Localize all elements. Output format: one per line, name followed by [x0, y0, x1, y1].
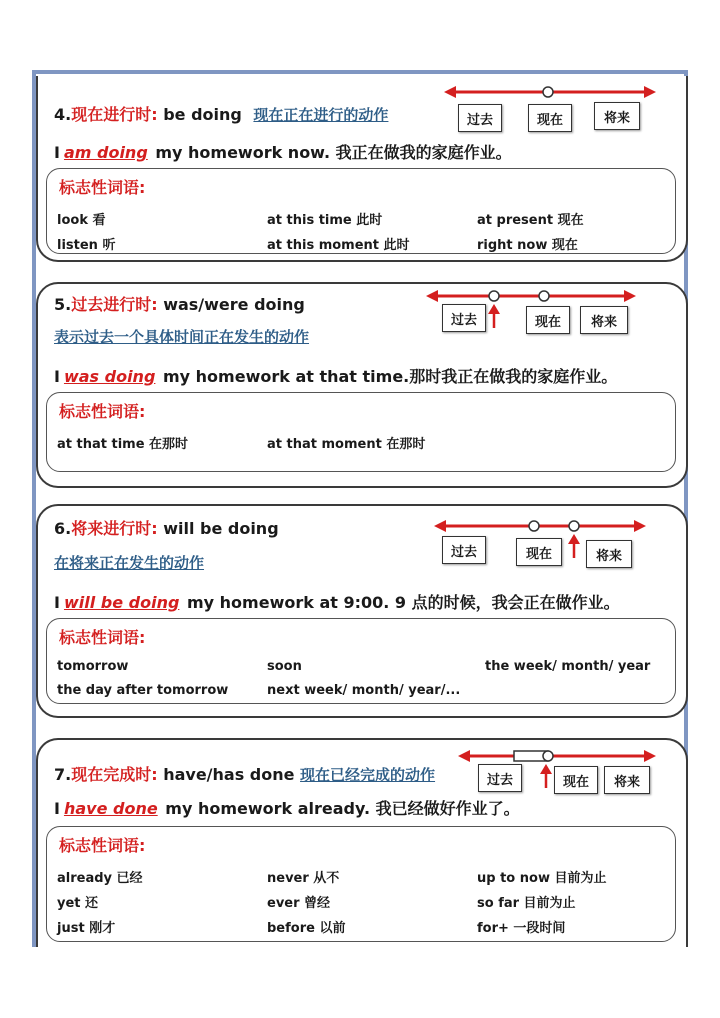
keyword: the day after tomorrow	[57, 683, 229, 698]
timeline-past: 过去	[478, 764, 522, 792]
timeline-future: 将来	[594, 102, 640, 130]
keyword: at that moment 在那时	[267, 437, 426, 452]
timeline-now: 现在	[526, 306, 570, 334]
worksheet-frame	[32, 70, 688, 947]
timeline-past: 过去	[458, 104, 502, 132]
timeline-now: 现在	[528, 104, 572, 132]
section-heading: 5.过去进行时: was/were doing	[54, 295, 305, 314]
keyword-title: 标志性词语:	[59, 402, 146, 421]
tense-meaning: 在将来正在发生的动作	[54, 554, 205, 572]
timeline-future: 将来	[604, 766, 650, 794]
example-sentence: I am doing my homework now. 我正在做我的家庭作业。	[54, 143, 512, 162]
keyword: at this moment 此时	[267, 238, 410, 253]
timeline-arrow	[38, 76, 690, 136]
keyword: yet 还	[57, 896, 99, 911]
timeline-now: 现在	[516, 538, 562, 566]
tense-form: have/has done	[157, 765, 301, 784]
keyword: up to now 目前为止	[477, 871, 607, 886]
section-present-continuous	[36, 76, 688, 262]
section-future-continuous	[36, 504, 688, 718]
keyword: next week/ month/ year/...	[267, 683, 461, 698]
keyword-box	[46, 826, 676, 942]
tense-meaning: 现在正在进行的动作	[253, 106, 389, 124]
keyword-title: 标志性词语:	[59, 628, 146, 647]
keyword: just 刚才	[57, 921, 116, 936]
tense-name: 现在进行时:	[71, 105, 158, 124]
timeline-future: 将来	[586, 540, 632, 568]
section-heading: 6.将来进行时: will be doing	[54, 519, 279, 538]
keyword: the week/ month/ year	[485, 659, 651, 674]
keyword: right now 现在	[477, 238, 578, 253]
keyword-title: 标志性词语:	[59, 836, 146, 855]
tense-form: be doing	[157, 105, 242, 124]
keyword: already 已经	[57, 871, 143, 886]
tense-name: 过去进行时:	[71, 295, 158, 314]
example-verb: will be doing	[63, 593, 180, 612]
keyword: at present 现在	[477, 213, 584, 228]
keyword: at that time 在那时	[57, 437, 189, 452]
timeline-now: 现在	[554, 766, 598, 794]
keyword: listen 听	[57, 238, 116, 253]
section-heading: 7.现在完成时: have/has done 现在已经完成的动作	[54, 765, 436, 784]
example-sentence: I was doing my homework at that time.那时我正在做我的家庭作业。	[54, 367, 618, 386]
tense-form: was/were doing	[157, 295, 305, 314]
example-verb: am doing	[63, 143, 148, 162]
tense-form: will be doing	[157, 519, 279, 538]
example-verb: was doing	[63, 367, 156, 386]
section-past-continuous	[36, 282, 688, 488]
keyword: at this time 此时	[267, 213, 383, 228]
keyword: tomorrow	[57, 659, 129, 674]
timeline-past: 过去	[442, 304, 486, 332]
example-verb: have done	[63, 799, 158, 818]
keyword-box	[46, 392, 676, 472]
tense-meaning: 表示过去一个具体时间正在发生的动作	[54, 328, 310, 346]
keyword-box	[46, 168, 676, 254]
keyword: so far 目前为止	[477, 896, 576, 911]
section-present-perfect	[36, 738, 688, 947]
example-sentence: I will be doing my homework at 9:00. 9 点的时候，我会正在做作业。	[54, 593, 620, 612]
timeline-past: 过去	[442, 536, 486, 564]
tense-name: 现在完成时:	[71, 765, 158, 784]
keyword: never 从不	[267, 871, 340, 886]
tense-name: 将来进行时:	[71, 519, 158, 538]
keyword: soon	[267, 659, 302, 674]
tense-meaning: 现在已经完成的动作	[300, 766, 436, 784]
keyword-title: 标志性词语:	[59, 178, 146, 197]
keyword: for+ 一段时间	[477, 921, 566, 936]
example-sentence: I have done my homework already. 我已经做好作业了。	[54, 799, 520, 818]
keyword: look 看	[57, 213, 106, 228]
keyword: before 以前	[267, 921, 346, 936]
keyword-box	[46, 618, 676, 704]
section-heading: 4.现在进行时: be doing 现在正在进行的动作	[54, 105, 389, 124]
keyword: ever 曾经	[267, 896, 331, 911]
timeline-future: 将来	[580, 306, 628, 334]
